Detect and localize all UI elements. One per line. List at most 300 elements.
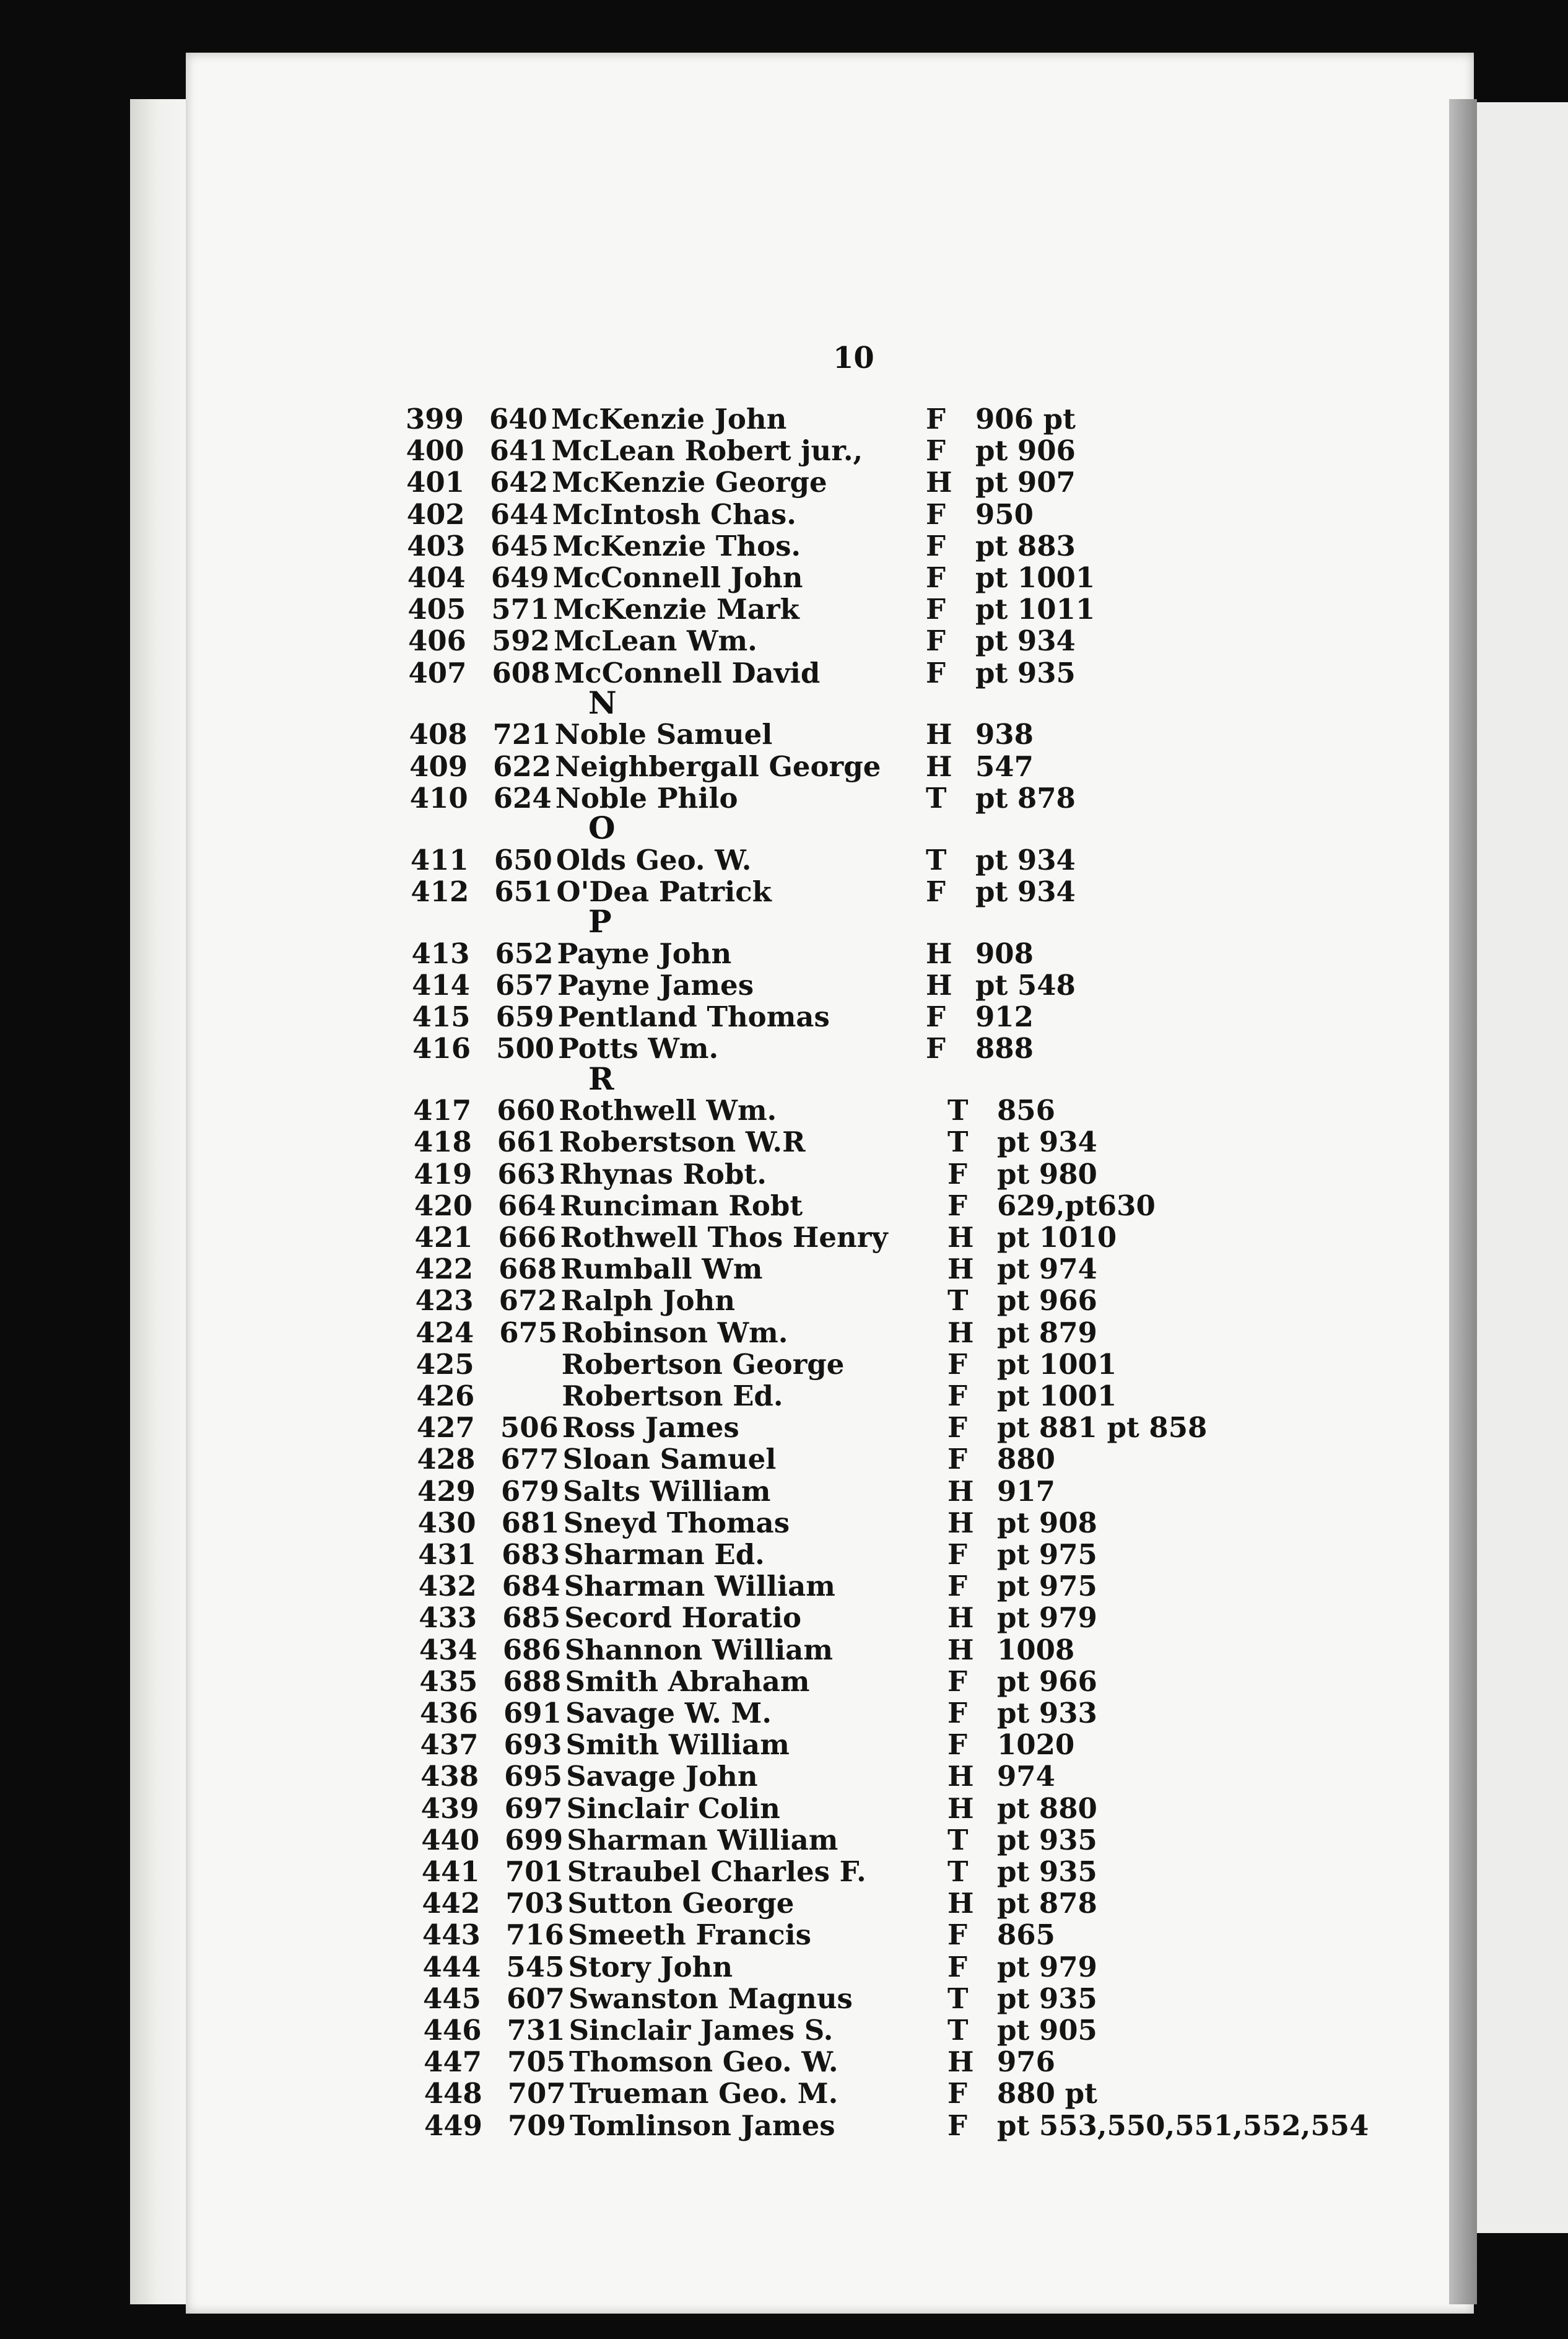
register-row xyxy=(0,624,1568,657)
register-row xyxy=(0,1032,1568,1064)
entry-number: 420 xyxy=(414,1189,473,1222)
class-code: F xyxy=(926,593,946,626)
class-code: T xyxy=(926,843,947,877)
entry-number: 434 xyxy=(419,1633,477,1666)
register-row xyxy=(0,1189,1568,1222)
entry-number: 447 xyxy=(424,2045,482,2079)
entry-number: 407 xyxy=(408,656,467,689)
lot-number: 677 xyxy=(500,1443,559,1476)
class-code: F xyxy=(926,497,946,531)
resident-name: McLean Wm. xyxy=(553,624,757,658)
class-code: F xyxy=(947,1664,967,1698)
land-reference: pt 934 xyxy=(975,843,1076,877)
resident-name: Rhynas Robt. xyxy=(559,1157,767,1191)
resident-name: Runciman Robt xyxy=(559,1189,803,1222)
land-reference: pt 980 xyxy=(997,1157,1097,1191)
lot-number: 641 xyxy=(489,434,548,468)
land-reference: 906 pt xyxy=(975,403,1076,435)
entry-number: 399 xyxy=(406,403,464,435)
resident-name: Sinclair James S. xyxy=(568,2013,834,2047)
class-code: H xyxy=(926,937,952,970)
register-row xyxy=(0,1855,1568,1887)
lot-number: 685 xyxy=(502,1601,561,1635)
section-letter: N xyxy=(588,684,617,721)
land-reference: pt 1001 xyxy=(997,1347,1117,1381)
class-code: T xyxy=(947,1855,969,1888)
register-row xyxy=(0,1824,1568,1856)
lot-number: 666 xyxy=(498,1220,557,1254)
resident-name: Story John xyxy=(568,1950,733,1983)
resident-name: Ross James xyxy=(562,1411,739,1445)
lot-number: 684 xyxy=(502,1570,560,1603)
land-reference: pt 1001 xyxy=(997,1379,1117,1412)
class-code: F xyxy=(947,1728,967,1762)
class-code: H xyxy=(947,1601,974,1635)
register-row xyxy=(0,1601,1568,1633)
entry-number: 442 xyxy=(422,1887,481,1920)
land-reference: pt 548 xyxy=(975,968,1076,1002)
register-row xyxy=(0,530,1568,562)
entry-number: 401 xyxy=(406,466,465,499)
class-code: F xyxy=(947,1443,967,1476)
land-reference: pt 935 xyxy=(975,656,1076,689)
lot-number: 660 xyxy=(497,1094,555,1127)
class-code: F xyxy=(947,1537,967,1571)
resident-name: McLean Robert jur., xyxy=(551,434,863,468)
register-row xyxy=(0,1221,1568,1253)
lot-number: 716 xyxy=(505,1918,564,1952)
land-reference: 938 xyxy=(975,718,1034,751)
register-row xyxy=(0,875,1568,907)
register-row xyxy=(0,2045,1568,2078)
register-row xyxy=(0,1348,1568,1380)
class-code: F xyxy=(947,2077,967,2110)
land-reference: pt 974 xyxy=(997,1253,1097,1286)
lot-number: 686 xyxy=(502,1633,561,1666)
register-row xyxy=(0,718,1568,750)
lot-number: 721 xyxy=(492,718,551,751)
resident-name: Sutton George xyxy=(567,1887,795,1920)
class-code: H xyxy=(926,718,952,751)
land-reference: pt 880 xyxy=(997,1791,1097,1825)
register-row xyxy=(0,1253,1568,1285)
entry-number: 406 xyxy=(407,624,466,658)
class-code: F xyxy=(926,1000,946,1034)
land-reference: pt 935 xyxy=(997,1855,1097,1888)
lot-number: 709 xyxy=(508,2109,566,2142)
class-code: F xyxy=(947,1950,967,1983)
lot-number: 608 xyxy=(492,656,551,689)
land-reference: 865 xyxy=(997,1918,1055,1952)
entry-number: 400 xyxy=(406,434,464,468)
entry-number: 424 xyxy=(416,1316,474,1349)
land-reference: pt 907 xyxy=(975,466,1076,499)
land-reference: pt 975 xyxy=(997,1537,1097,1571)
section-letter: O xyxy=(588,810,616,847)
lot-number: 688 xyxy=(503,1664,562,1698)
entry-number: 404 xyxy=(407,561,466,594)
resident-name: Olds Geo. W. xyxy=(555,843,752,877)
class-code: H xyxy=(947,1791,974,1825)
entry-number: 433 xyxy=(419,1601,477,1635)
register-row xyxy=(0,2014,1568,2046)
entry-number: 448 xyxy=(424,2077,482,2110)
lot-number: 663 xyxy=(497,1157,556,1191)
land-reference: 880 pt xyxy=(997,2077,1097,2110)
register-row xyxy=(0,657,1568,689)
resident-name: O'Dea Patrick xyxy=(556,875,772,908)
lot-number: 651 xyxy=(494,875,553,908)
register-row xyxy=(0,1918,1568,1951)
resident-name: Smith William xyxy=(565,1728,790,1762)
class-code: F xyxy=(947,1189,967,1222)
land-reference: 888 xyxy=(975,1032,1034,1065)
lot-number: 644 xyxy=(490,497,549,531)
resident-name: Smith Abraham xyxy=(565,1664,810,1698)
resident-name: Shannon William xyxy=(564,1633,833,1666)
resident-name: Savage W. M. xyxy=(565,1696,772,1729)
register-row xyxy=(0,1760,1568,1792)
class-code: T xyxy=(947,1823,969,1856)
page-number: 10 xyxy=(833,341,874,375)
class-code: H xyxy=(947,1633,974,1666)
entry-number: 431 xyxy=(418,1537,477,1571)
class-code: F xyxy=(926,529,946,562)
class-code: F xyxy=(947,1411,967,1445)
register-row xyxy=(0,466,1568,498)
entry-number: 444 xyxy=(422,1950,481,1983)
register-row xyxy=(0,844,1568,876)
entry-number: 418 xyxy=(413,1126,472,1159)
class-code: F xyxy=(926,624,946,658)
register-row xyxy=(0,1094,1568,1126)
entry-number: 426 xyxy=(416,1379,475,1412)
entry-number: 437 xyxy=(420,1728,479,1762)
lot-number: 624 xyxy=(493,781,552,815)
resident-name: Straubel Charles F. xyxy=(567,1855,866,1888)
land-reference: pt 935 xyxy=(997,1823,1097,1856)
class-code: T xyxy=(947,1126,969,1159)
resident-name: Sharman William xyxy=(564,1570,835,1603)
resident-name: McKenzie John xyxy=(551,403,787,435)
class-code: F xyxy=(947,1918,967,1952)
lot-number: 672 xyxy=(499,1284,557,1318)
land-reference: 547 xyxy=(975,750,1034,783)
entry-number: 419 xyxy=(414,1157,473,1191)
land-reference: pt 933 xyxy=(997,1696,1097,1729)
resident-name: Robertson Ed. xyxy=(562,1379,783,1412)
resident-name: Payne James xyxy=(557,968,754,1002)
register-row xyxy=(0,969,1568,1001)
resident-name: Sharman William xyxy=(567,1823,838,1856)
register-row xyxy=(0,1728,1568,1760)
resident-name: Sneyd Thomas xyxy=(563,1506,790,1539)
register-row xyxy=(0,2109,1568,2141)
entry-number: 412 xyxy=(411,875,469,908)
lot-number: 506 xyxy=(500,1411,559,1445)
entry-number: 410 xyxy=(409,781,468,815)
register-row xyxy=(0,1792,1568,1824)
land-reference: pt 879 xyxy=(997,1316,1097,1349)
lot-number: 500 xyxy=(496,1032,555,1065)
lot-number: 681 xyxy=(501,1506,560,1539)
land-reference: 1020 xyxy=(997,1728,1075,1762)
land-reference: pt 979 xyxy=(997,1950,1097,1983)
resident-name: Noble Philo xyxy=(555,781,738,815)
land-reference: pt 975 xyxy=(997,1570,1097,1603)
entry-number: 445 xyxy=(423,1982,481,2015)
register-row xyxy=(0,1475,1568,1507)
land-reference: pt 906 xyxy=(975,434,1076,468)
resident-name: Pentland Thomas xyxy=(557,1000,830,1034)
register-row xyxy=(0,593,1568,625)
entry-number: 432 xyxy=(418,1570,477,1603)
entry-number: 430 xyxy=(417,1506,476,1539)
resident-name: McKenzie George xyxy=(552,466,827,499)
class-code: H xyxy=(947,1474,974,1508)
resident-name: McKenzie Thos. xyxy=(552,529,801,562)
class-code: F xyxy=(926,434,946,468)
class-code: H xyxy=(926,968,952,1002)
register-row xyxy=(0,403,1568,435)
entry-number: 409 xyxy=(409,750,468,783)
section-letter: R xyxy=(588,1060,614,1097)
resident-name: Trueman Geo. M. xyxy=(569,2077,838,2110)
class-code: F xyxy=(947,1157,967,1191)
entry-number: 415 xyxy=(412,1000,471,1034)
resident-name: McConnell David xyxy=(554,656,821,689)
lot-number: 683 xyxy=(502,1537,560,1571)
land-reference: pt 934 xyxy=(975,624,1076,658)
land-reference: 1008 xyxy=(997,1633,1075,1666)
land-reference: pt 878 xyxy=(997,1887,1097,1920)
resident-name: Roberstson W.R xyxy=(559,1126,806,1159)
class-code: F xyxy=(947,2109,967,2142)
land-reference: pt 1011 xyxy=(975,593,1095,626)
lot-number: 668 xyxy=(499,1253,557,1286)
land-reference: 908 xyxy=(975,937,1034,970)
resident-name: McIntosh Chas. xyxy=(552,497,796,531)
register-row xyxy=(0,1443,1568,1475)
land-reference: 917 xyxy=(997,1474,1055,1508)
class-code: T xyxy=(947,2013,969,2047)
class-code: F xyxy=(926,1032,946,1065)
resident-name: Rumball Wm xyxy=(560,1253,763,1286)
resident-name: McKenzie Mark xyxy=(553,593,799,626)
lot-number: 705 xyxy=(507,2045,566,2079)
register-row xyxy=(0,1284,1568,1316)
entry-number: 425 xyxy=(416,1347,474,1381)
lot-number: 645 xyxy=(490,529,549,562)
lot-number: 659 xyxy=(495,1000,554,1034)
register-row xyxy=(0,1570,1568,1602)
register-row xyxy=(0,1411,1568,1443)
register-row xyxy=(0,2077,1568,2109)
register-row xyxy=(0,782,1568,814)
resident-name: Ralph John xyxy=(560,1284,735,1318)
lot-number: 693 xyxy=(503,1728,562,1762)
entry-number: 443 xyxy=(422,1918,481,1952)
lot-number: 679 xyxy=(501,1474,559,1508)
entry-number: 438 xyxy=(420,1760,479,1793)
lot-number: 707 xyxy=(507,2077,566,2110)
resident-name: Potts Wm. xyxy=(558,1032,719,1065)
land-reference: 974 xyxy=(997,1760,1055,1793)
class-code: H xyxy=(947,1253,974,1286)
entry-number: 411 xyxy=(410,843,469,877)
land-reference: pt 883 xyxy=(975,529,1076,562)
lot-number: 592 xyxy=(491,624,550,658)
resident-name: Rothwell Thos Henry xyxy=(560,1220,888,1254)
resident-name: Rothwell Wm. xyxy=(559,1094,777,1127)
register-row xyxy=(0,1887,1568,1919)
entry-number: 427 xyxy=(416,1411,475,1445)
class-code: T xyxy=(926,781,947,815)
register-row xyxy=(0,1538,1568,1570)
register-row xyxy=(0,1158,1568,1190)
class-code: H xyxy=(947,1887,974,1920)
entry-number: 440 xyxy=(421,1823,480,1856)
section-letter: P xyxy=(588,903,612,940)
class-code: H xyxy=(947,1506,974,1539)
class-code: T xyxy=(947,1094,969,1127)
lot-number: 657 xyxy=(495,968,554,1002)
resident-name: Savage John xyxy=(566,1760,758,1793)
class-code: F xyxy=(926,403,946,435)
lot-number: 691 xyxy=(503,1696,562,1729)
land-reference: pt 966 xyxy=(997,1664,1097,1698)
class-code: F xyxy=(926,561,946,594)
land-reference: pt 905 xyxy=(997,2013,1097,2047)
entry-number: 446 xyxy=(423,2013,482,2047)
entry-number: 423 xyxy=(415,1284,474,1318)
land-reference: pt 935 xyxy=(997,1982,1097,2015)
class-code: F xyxy=(947,1696,967,1729)
entry-number: 402 xyxy=(406,497,465,531)
lot-number: 664 xyxy=(497,1189,556,1222)
entry-number: 435 xyxy=(419,1664,478,1698)
entry-number: 441 xyxy=(421,1855,480,1888)
land-reference: pt 1001 xyxy=(975,561,1095,594)
resident-name: Smeeth Francis xyxy=(567,1918,812,1952)
land-reference: pt 908 xyxy=(997,1506,1097,1539)
class-code: F xyxy=(947,1379,967,1412)
register-row xyxy=(0,561,1568,593)
class-code: H xyxy=(947,1760,974,1793)
class-code: H xyxy=(947,2045,974,2079)
resident-name: Payne John xyxy=(557,937,732,970)
register-row xyxy=(0,1506,1568,1539)
entry-number: 436 xyxy=(419,1696,478,1729)
land-reference: pt 979 xyxy=(997,1601,1097,1635)
entry-number: 439 xyxy=(420,1791,479,1825)
register-row xyxy=(0,1000,1568,1033)
land-reference: pt 934 xyxy=(997,1126,1097,1159)
resident-name: Sinclair Colin xyxy=(566,1791,780,1825)
resident-name: Swanston Magnus xyxy=(568,1982,853,2015)
land-reference: pt 1010 xyxy=(997,1220,1117,1254)
entry-number: 429 xyxy=(417,1474,476,1508)
lot-number: 701 xyxy=(505,1855,564,1888)
land-reference: 976 xyxy=(997,2045,1055,2079)
lot-number: 622 xyxy=(493,750,552,783)
resident-name: McConnell John xyxy=(552,561,803,594)
land-reference: 880 xyxy=(997,1443,1055,1476)
lot-number: 650 xyxy=(494,843,552,877)
land-reference: 950 xyxy=(975,497,1034,531)
register-row xyxy=(0,1316,1568,1349)
resident-name: Robertson George xyxy=(561,1347,845,1381)
entry-number: 413 xyxy=(411,937,470,970)
land-reference: pt 878 xyxy=(975,781,1076,815)
class-code: H xyxy=(926,750,952,783)
register-row xyxy=(0,1633,1568,1666)
class-code: T xyxy=(947,1284,969,1318)
register-row xyxy=(0,1951,1568,1983)
class-code: F xyxy=(926,656,946,689)
resident-name: Tomlinson James xyxy=(570,2109,835,2142)
resident-name: Sloan Samuel xyxy=(562,1443,777,1476)
lot-number: 649 xyxy=(490,561,549,594)
class-code: F xyxy=(926,875,946,908)
class-code: H xyxy=(926,466,952,499)
lot-number: 571 xyxy=(491,593,550,626)
entry-number: 414 xyxy=(412,968,470,1002)
lot-number: 699 xyxy=(505,1823,564,1856)
register-row xyxy=(0,750,1568,782)
land-reference: pt 553,550,551,552,554 xyxy=(997,2109,1369,2142)
entry-number: 416 xyxy=(412,1032,471,1065)
land-reference: 856 xyxy=(997,1094,1055,1127)
class-code: F xyxy=(947,1347,967,1381)
register-row xyxy=(0,498,1568,530)
entry-number: 449 xyxy=(424,2109,482,2142)
lot-number: 697 xyxy=(504,1791,563,1825)
register-row xyxy=(0,434,1568,466)
land-reference: 629,pt630 xyxy=(997,1189,1156,1222)
land-reference: 912 xyxy=(975,1000,1034,1034)
register-row xyxy=(0,1126,1568,1158)
lot-number: 703 xyxy=(505,1887,564,1920)
lot-number: 695 xyxy=(504,1760,563,1793)
lot-number: 652 xyxy=(495,937,554,970)
class-code: H xyxy=(947,1220,974,1254)
land-reference: pt 966 xyxy=(997,1284,1097,1318)
entry-number: 405 xyxy=(407,593,466,626)
register-row xyxy=(0,937,1568,969)
lot-number: 731 xyxy=(507,2013,565,2047)
lot-number: 675 xyxy=(499,1316,558,1349)
land-reference: pt 934 xyxy=(975,875,1076,908)
resident-name: Noble Samuel xyxy=(554,718,773,751)
resident-name: Thomson Geo. W. xyxy=(569,2045,838,2079)
land-reference: pt 881 pt 858 xyxy=(997,1411,1208,1445)
class-code: H xyxy=(947,1316,974,1349)
lot-number: 640 xyxy=(489,403,547,435)
register-row xyxy=(0,1665,1568,1697)
resident-name: Salts William xyxy=(563,1474,771,1508)
register-row xyxy=(0,1379,1568,1412)
lot-number: 545 xyxy=(506,1950,565,1983)
resident-name: Robinson Wm. xyxy=(561,1316,788,1349)
entry-number: 403 xyxy=(407,529,466,562)
resident-name: Secord Horatio xyxy=(564,1601,801,1635)
entry-number: 422 xyxy=(415,1253,474,1286)
register-row xyxy=(0,1697,1568,1729)
entry-number: 421 xyxy=(414,1220,473,1254)
entry-number: 428 xyxy=(417,1443,476,1476)
resident-name: Neighbergall George xyxy=(555,750,881,783)
